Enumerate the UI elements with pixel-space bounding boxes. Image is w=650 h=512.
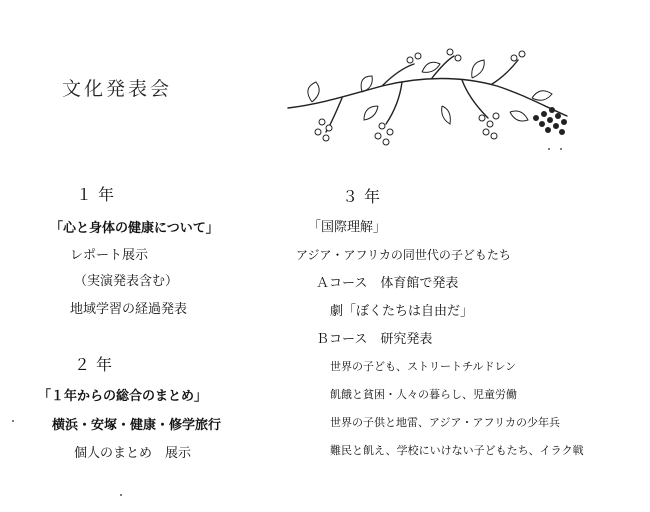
grade3-research-item: 世界の子ども、ストリートチルドレン (330, 360, 517, 373)
grade3-heading: ３年 (342, 187, 387, 206)
grade1-item: （実演発表含む） (74, 274, 179, 289)
grade3-course-b: Ｂコース 研究発表 (316, 332, 433, 347)
grade2-topics: 横浜・安塚・健康・修学旅行 (52, 418, 222, 433)
grade1-heading: １年 (76, 185, 121, 204)
flowering-branch-illustration (282, 46, 582, 152)
grade3-research-item: 世界の子供と地雷、アジア・アフリカの少年兵 (330, 416, 561, 429)
scan-speck (12, 420, 14, 422)
scan-speck (120, 494, 122, 496)
grade3-research-item: 飢餓と貧困・人々の暮らし、児童労働 (330, 388, 517, 401)
grade3-research-item: 難民と飢え、学校にいけない子どもたち、イラク戦 (330, 444, 584, 457)
page-title: 文化発表会 (62, 78, 173, 100)
grade2-theme: 「１年からの総合のまとめ」 (38, 389, 208, 404)
grade3-course-a: Ａコース 体育館で発表 (316, 276, 459, 291)
grade2-heading: ２年 (74, 355, 119, 374)
grade3-theme: 「国際理解」 (308, 220, 387, 235)
scan-speck (548, 148, 550, 150)
scan-speck (560, 148, 562, 150)
grade2-display: 個人のまとめ 展示 (74, 446, 192, 461)
grade3-play: 劇「ぼくたちは自由だ」 (330, 304, 474, 319)
grade1-item: 地域学習の経過発表 (70, 302, 188, 317)
grade3-subtitle: アジア・アフリカの同世代の子どもたち (296, 248, 511, 262)
grade1-item: レポート展示 (70, 248, 149, 263)
grade1-theme: 「心と身体の健康について」 (50, 221, 219, 236)
